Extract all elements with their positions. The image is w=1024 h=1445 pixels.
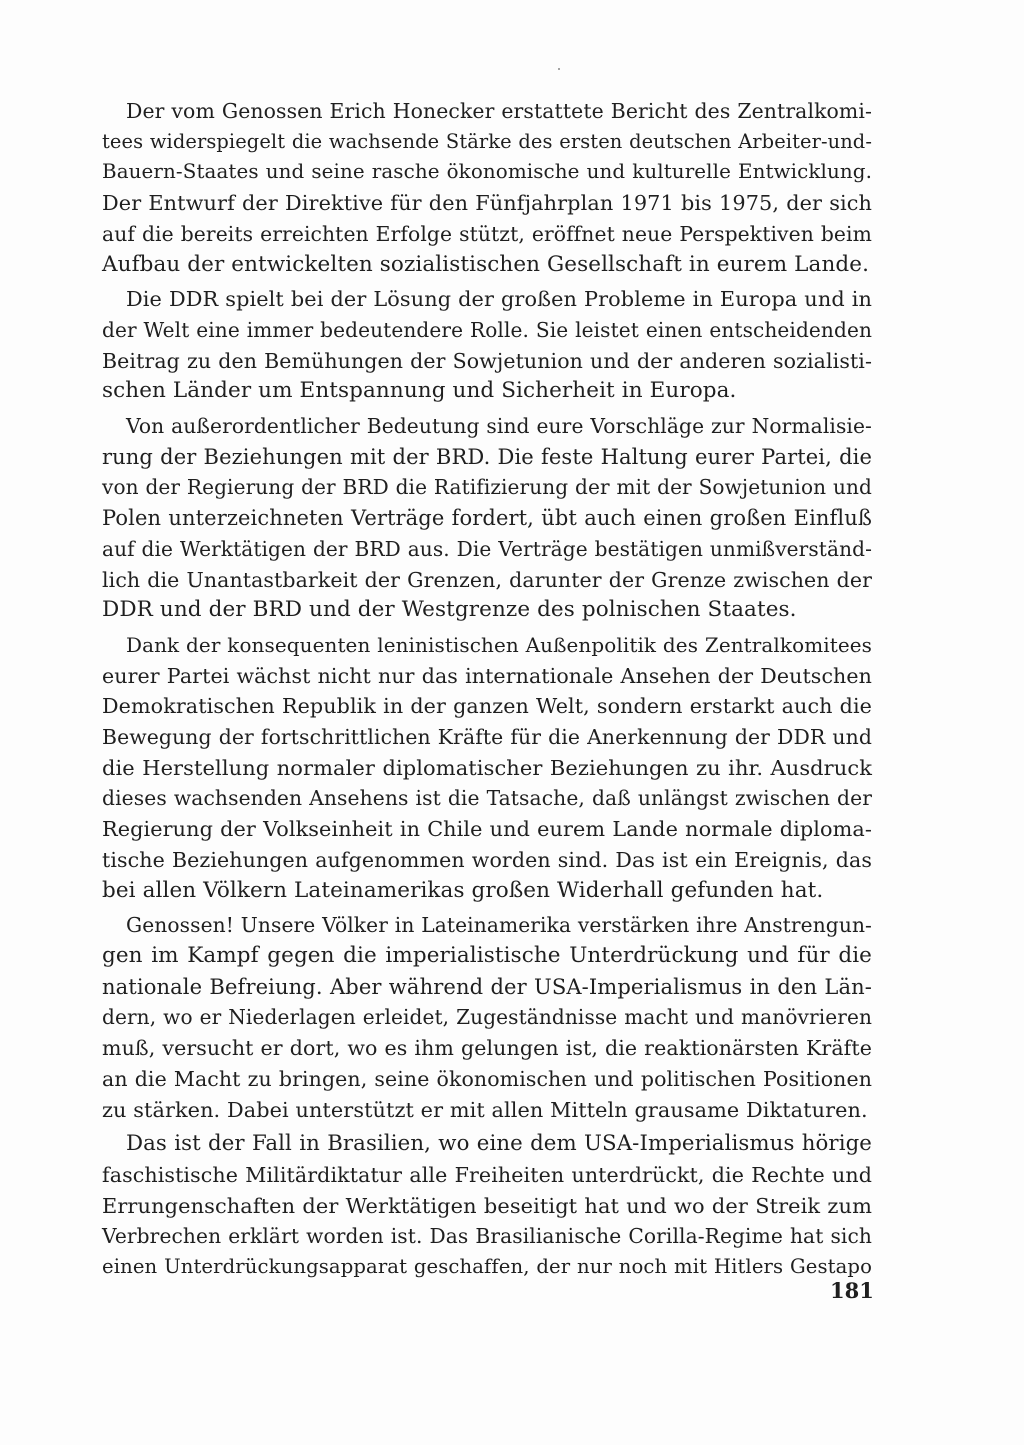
text-line: Polen unterzeichneten Verträge fordert, übt auch einen großen Einfluß <box>102 505 872 531</box>
text-line: Errungenschaften der Werktätigen beseitigt hat und wo der Streik zum <box>102 1193 872 1218</box>
text-line: tees widerspiegelt die wachsende Stärke des ersten deutschen Arbeiter-und- <box>102 129 872 153</box>
text-line: Verbrechen erklärt worden ist. Das Brasilianische Corilla-Regime hat sich <box>102 1224 872 1249</box>
text-line: Bewegung der fortschrittlichen Kräfte für die Anerkennung der DDR und <box>102 725 872 750</box>
text-line: Der Entwurf der Direktive für den Fünfjahrplan 1971 bis 1975, der sich <box>102 191 872 216</box>
paragraph <box>102 910 872 1125</box>
text-line: zu stärken. Dabei unterstützt er mit allen Mitteln grausame Diktaturen. <box>102 1097 868 1122</box>
text-line: faschistische Militärdiktatur alle Freiheiten unterdrückt, die Rechte und <box>102 1162 872 1187</box>
text-line: dieses wachsenden Ansehens ist die Tatsache, daß unlängst zwischen der <box>102 786 872 811</box>
text-line: nationale Befreiung. Aber während der USA-Imperialismus in den Län- <box>102 973 872 999</box>
text-line: DDR und der BRD und der Westgrenze des polnischen Staates. <box>102 597 797 623</box>
text-line: schen Länder um Entspannung und Sicherheit in Europa. <box>102 378 737 404</box>
text-line: Die DDR spielt bei der Lösung der großen Probleme in Europa und in <box>126 287 872 312</box>
paragraph <box>102 630 872 906</box>
text-line: Bauern-Staates und seine rasche ökonomische und kulturelle Entwicklung. <box>102 160 872 184</box>
text-line: gen im Kampf gegen die imperialistische Unterdrückung und für die <box>102 942 872 968</box>
text-line: der Welt eine immer bedeutendere Rolle. Sie leistet einen entscheidenden <box>102 317 872 342</box>
text-line: Demokratischen Republik in der ganzen Welt, sondern erstarkt auch die <box>102 694 872 719</box>
text-line: an die Macht zu bringen, seine ökonomischen und politischen Positionen <box>102 1066 872 1091</box>
paragraph <box>102 411 872 626</box>
text-line: die Herstellung normaler diplomatischer Beziehungen zu ihr. Ausdruck <box>102 755 872 780</box>
text-line: Aufbau der entwickelten sozialistischen Gesellschaft in eurem Lande. <box>102 251 870 277</box>
text-line: lich die Unantastbarkeit der Grenzen, darunter der Grenze zwischen der <box>102 567 872 592</box>
paragraph <box>102 1129 872 1283</box>
text-line: auf die bereits erreichten Erfolge stützt, eröffnet neue Perspektiven beim <box>102 221 872 246</box>
paragraph <box>102 284 872 407</box>
text-line: tische Beziehungen aufgenommen worden sind. Das ist ein Ereignis, das <box>102 847 872 872</box>
text-line: einen Unterdrückungsapparat geschaffen, der nur noch mit Hitlers Gestapo <box>102 1255 872 1279</box>
text-line: Regierung der Volkseinheit in Chile und eurem Lande normale diploma- <box>102 817 872 842</box>
text-line: auf die Werktätigen der BRD aus. Die Verträge bestätigen unmißverständ- <box>102 536 872 561</box>
text-line: eurer Partei wächst nicht nur das internationale Ansehen der Deutschen <box>102 663 872 688</box>
text-line: Von außerordentlicher Bedeutung sind eure Vorschläge zur Normalisie- <box>126 414 872 439</box>
text-line: Der vom Genossen Erich Honecker erstattete Bericht des Zentralkomi- <box>126 99 872 123</box>
body-text <box>102 96 872 1287</box>
text-line: rung der Beziehungen mit der BRD. Die feste Haltung eurer Partei, die <box>102 443 872 469</box>
text-line: Dank der konsequenten leninistischen Außenpolitik des Zentralkomitees <box>126 632 872 657</box>
text-line: von der Regierung der BRD die Ratifizierung der mit der Sowjetunion und <box>102 475 872 500</box>
paragraph <box>102 96 872 280</box>
text-line: Beitrag zu den Bemühungen der Sowjetunion und der anderen sozialisti- <box>102 348 872 373</box>
text-line: muß, versucht er dort, wo es ihm gelungen ist, die reaktionärsten Kräfte <box>102 1036 872 1061</box>
scan-speck <box>558 68 560 70</box>
text-line: bei allen Völkern Lateinamerikas großen Widerhall gefunden hat. <box>102 877 824 903</box>
text-line: Das ist der Fall in Brasilien, wo eine dem USA-Imperialismus hörige <box>126 1131 872 1157</box>
text-line: dern, wo er Niederlagen erleidet, Zugeständnisse macht und manövrieren <box>102 1005 872 1030</box>
text-line: Genossen! Unsere Völker in Lateinamerika verstärken ihre Anstrengun- <box>126 913 872 938</box>
page-number: 181 <box>830 1278 874 1303</box>
